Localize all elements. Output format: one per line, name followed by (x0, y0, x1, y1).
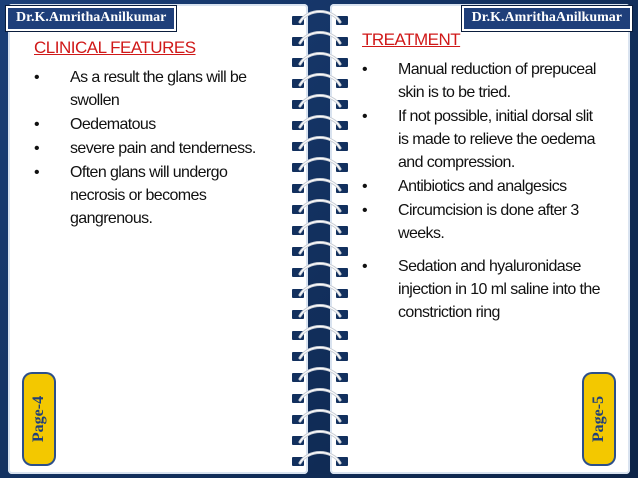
binding-ring (292, 327, 348, 341)
page-5-label (584, 374, 614, 464)
right-bullet-item (358, 199, 606, 245)
binding-ring (292, 411, 348, 425)
right-bullet-item (358, 175, 606, 198)
left-bullet-item (30, 66, 280, 112)
binding-ring (292, 369, 348, 383)
binding-ring (292, 432, 348, 446)
bullet-dot: • (362, 178, 368, 195)
binding-ring (292, 201, 348, 215)
binding-ring (292, 390, 348, 404)
binding-ring (292, 180, 348, 194)
binding-ring (292, 243, 348, 257)
bullet-dot: • (34, 140, 40, 157)
right-bullet-text: If not possible, initial dorsal slit is made to relieve the oedema and compression. (398, 108, 595, 171)
left-bullet-text: Often glans will undergo necrosis or becomes gangrenous. (70, 164, 228, 227)
bullet-dot: • (34, 69, 40, 86)
left-bullet-item (30, 161, 280, 230)
right-bullet-text: Manual reduction of prepuceal skin is to be tried. (398, 61, 596, 101)
right-bullet-text: Circumcision is done after 3 weeks. (398, 202, 579, 242)
page-4-label-text: Page-4 (30, 395, 48, 443)
bullet-dot: • (362, 61, 368, 78)
right-bullet-item (358, 58, 606, 104)
binding-ring (292, 306, 348, 320)
left-bullet-text: severe pain and tenderness. (70, 140, 256, 157)
binding-ring (292, 159, 348, 173)
binding-ring (292, 222, 348, 236)
binding-ring (292, 138, 348, 152)
spiral-binding (286, 0, 354, 478)
bullet-dot: • (34, 116, 40, 133)
binding-ring (292, 285, 348, 299)
right-section-title: TREATMENT (362, 30, 461, 49)
left-bullet-item (30, 137, 280, 160)
bullet-dot: • (362, 258, 368, 275)
page-5-label-text: Page-5 (590, 395, 608, 443)
right-bullet-text: Antibiotics and analgesics (398, 178, 567, 195)
left-author-tag: Dr.K.AmrithaAnilkumar (6, 6, 176, 31)
binding-ring (292, 96, 348, 110)
right-bullet-list (358, 58, 606, 325)
right-bullet-item (358, 105, 606, 174)
left-bullet-item (30, 113, 280, 136)
left-bullet-text: Oedematous (70, 116, 156, 133)
bullet-dot: • (362, 108, 368, 125)
binding-ring (292, 117, 348, 131)
left-bullet-list (30, 66, 280, 231)
left-section-title: CLINICAL FEATURES (34, 38, 196, 57)
right-bullet-text: Sedation and hyaluronidase injection in 10 ml saline into the constriction ring (398, 258, 600, 321)
binding-ring (292, 348, 348, 362)
bullet-dot: • (34, 164, 40, 181)
right-author-tag: Dr.K.AmrithaAnilkumar (462, 6, 632, 31)
binding-ring (292, 54, 348, 68)
left-bullet-text: As a result the glans will be swollen (70, 69, 247, 109)
page-4-label (24, 374, 54, 464)
right-bullet-item (358, 255, 606, 324)
binding-ring (292, 33, 348, 47)
binding-ring (292, 453, 348, 467)
binding-ring (292, 264, 348, 278)
binding-ring (292, 12, 348, 26)
binding-ring (292, 75, 348, 89)
bullet-dot: • (362, 202, 368, 219)
